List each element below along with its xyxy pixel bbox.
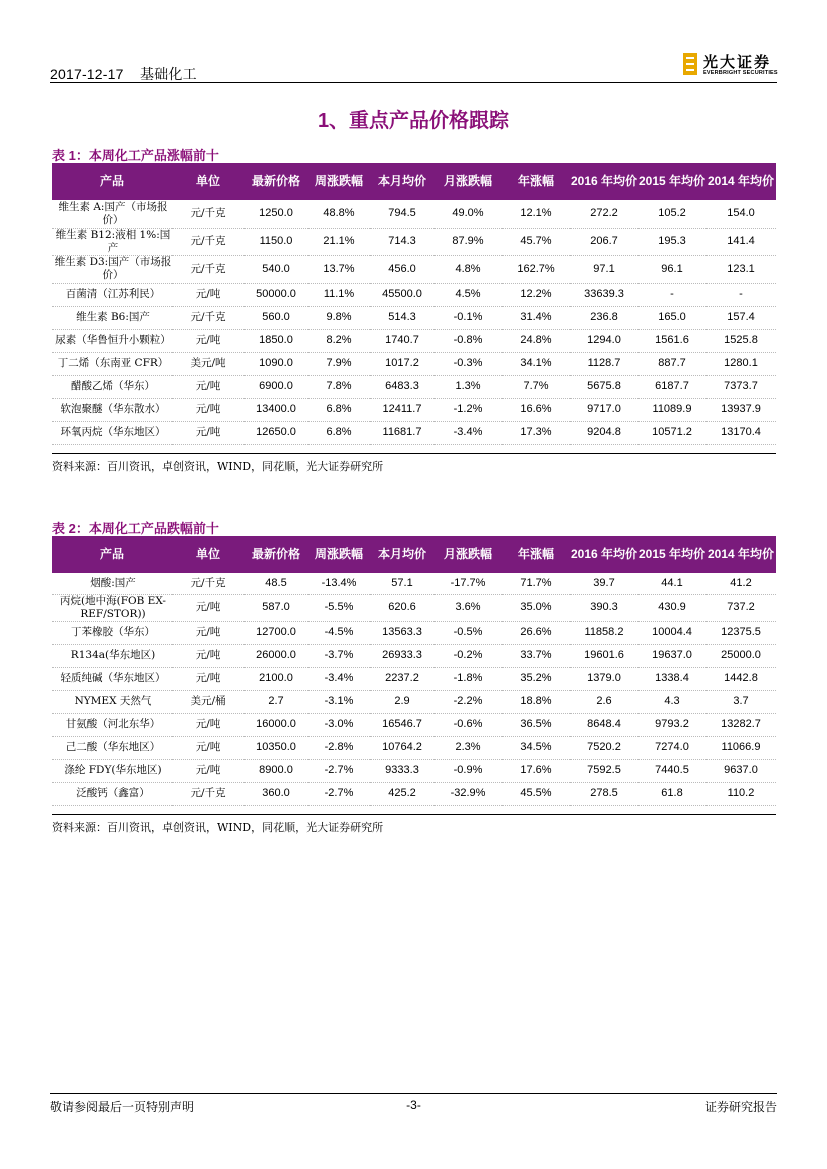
value-cell: 11066.9 — [706, 736, 776, 759]
table-row — [52, 644, 776, 667]
table-row — [52, 621, 776, 644]
table-header-row — [52, 163, 776, 200]
unit-cell: 元/吨 — [172, 759, 244, 782]
value-cell: 6.8% — [308, 398, 370, 421]
value-cell: 425.2 — [370, 782, 434, 805]
footer-disclaimer: 敬请参阅最后一页特别声明 — [50, 1100, 195, 1114]
logo-mark-icon — [683, 53, 697, 75]
logo-text-en: EVERBRIGHT SECURITIES — [703, 70, 778, 76]
value-cell: -32.9% — [434, 782, 502, 805]
value-cell: 34.5% — [502, 736, 570, 759]
value-cell: 4.8% — [434, 255, 502, 283]
value-cell: 4.3 — [638, 690, 706, 713]
table-row — [52, 421, 776, 444]
table-row — [52, 352, 776, 375]
value-cell: - — [706, 283, 776, 306]
value-cell: 12375.5 — [706, 621, 776, 644]
value-cell: 7592.5 — [570, 759, 638, 782]
value-cell: 13937.9 — [706, 398, 776, 421]
column-header: 2015 年均价 — [638, 536, 706, 573]
value-cell: 206.7 — [570, 228, 638, 255]
value-cell: -0.1% — [434, 306, 502, 329]
product-name-cell: 己二酸（华东地区） — [52, 736, 172, 759]
value-cell: 1.3% — [434, 375, 502, 398]
value-cell: 560.0 — [244, 306, 308, 329]
value-cell: 7.8% — [308, 375, 370, 398]
column-header: 单位 — [172, 163, 244, 200]
value-cell: 25000.0 — [706, 644, 776, 667]
value-cell: 41.2 — [706, 573, 776, 594]
value-cell: -0.9% — [434, 759, 502, 782]
value-cell: 96.1 — [638, 255, 706, 283]
value-cell: 10004.4 — [638, 621, 706, 644]
value-cell: 123.1 — [706, 255, 776, 283]
column-header: 产品 — [52, 536, 172, 573]
table-row — [52, 736, 776, 759]
value-cell: 87.9% — [434, 228, 502, 255]
value-cell: 8900.0 — [244, 759, 308, 782]
value-cell: 1379.0 — [570, 667, 638, 690]
value-cell: 34.1% — [502, 352, 570, 375]
value-cell: 16.6% — [502, 398, 570, 421]
value-cell: -1.8% — [434, 667, 502, 690]
value-cell: -17.7% — [434, 573, 502, 594]
unit-cell: 元/吨 — [172, 283, 244, 306]
value-cell: 110.2 — [706, 782, 776, 805]
value-cell: 587.0 — [244, 594, 308, 621]
value-cell: 48.8% — [308, 200, 370, 228]
value-cell: 17.6% — [502, 759, 570, 782]
unit-cell: 美元/吨 — [172, 352, 244, 375]
unit-cell: 元/吨 — [172, 594, 244, 621]
value-cell: 514.3 — [370, 306, 434, 329]
value-cell: 540.0 — [244, 255, 308, 283]
value-cell: 18.8% — [502, 690, 570, 713]
value-cell: -2.7% — [308, 759, 370, 782]
value-cell: 21.1% — [308, 228, 370, 255]
value-cell: 33639.3 — [570, 283, 638, 306]
unit-cell: 元/吨 — [172, 713, 244, 736]
table2-source-divider — [52, 814, 776, 815]
value-cell: 45.5% — [502, 782, 570, 805]
value-cell: -1.2% — [434, 398, 502, 421]
value-cell: 1525.8 — [706, 329, 776, 352]
value-cell: -2.2% — [434, 690, 502, 713]
product-name-cell: 维生素 B6:国产 — [52, 306, 172, 329]
value-cell: 61.8 — [638, 782, 706, 805]
value-cell: 11089.9 — [638, 398, 706, 421]
value-cell: 11.1% — [308, 283, 370, 306]
column-header: 2016 年均价 — [570, 536, 638, 573]
footer-divider — [50, 1093, 777, 1094]
value-cell: 33.7% — [502, 644, 570, 667]
product-name-cell: 百菌清（江苏利民） — [52, 283, 172, 306]
column-header: 产品 — [52, 163, 172, 200]
value-cell: 3.6% — [434, 594, 502, 621]
value-cell: - — [638, 283, 706, 306]
value-cell: 7274.0 — [638, 736, 706, 759]
value-cell: -13.4% — [308, 573, 370, 594]
table-row — [52, 573, 776, 594]
value-cell: -5.5% — [308, 594, 370, 621]
unit-cell: 元/吨 — [172, 736, 244, 759]
section-title: 1、重点产品价格跟踪 — [317, 110, 510, 132]
table2-caption: 表 2：本周化工产品跌幅前十 — [52, 521, 219, 536]
column-header: 2014 年均价 — [706, 163, 776, 200]
column-header: 年涨幅 — [502, 536, 570, 573]
value-cell: -0.2% — [434, 644, 502, 667]
header-divider — [50, 82, 777, 83]
table-row — [52, 329, 776, 352]
column-header: 年涨幅 — [502, 163, 570, 200]
value-cell: 10350.0 — [244, 736, 308, 759]
value-cell: 3.7 — [706, 690, 776, 713]
value-cell: 35.2% — [502, 667, 570, 690]
table-header-row — [52, 536, 776, 573]
value-cell: 1850.0 — [244, 329, 308, 352]
value-cell: 26933.3 — [370, 644, 434, 667]
value-cell: 1294.0 — [570, 329, 638, 352]
value-cell: 12.2% — [502, 283, 570, 306]
product-name-cell: 维生素 B12:液相 1%:国产 — [52, 228, 172, 255]
value-cell: -3.4% — [434, 421, 502, 444]
table1-source: 资料来源：百川资讯，卓创资讯，WIND，同花顺，光大证券研究所 — [52, 460, 384, 473]
value-cell: 2.6 — [570, 690, 638, 713]
product-name-cell: NYMEX 天然气 — [52, 690, 172, 713]
value-cell: 236.8 — [570, 306, 638, 329]
value-cell: 13282.7 — [706, 713, 776, 736]
value-cell: 620.6 — [370, 594, 434, 621]
product-name-cell: R134a(华东地区) — [52, 644, 172, 667]
value-cell: 26000.0 — [244, 644, 308, 667]
unit-cell: 元/吨 — [172, 621, 244, 644]
value-cell: 45.7% — [502, 228, 570, 255]
value-cell: 737.2 — [706, 594, 776, 621]
product-name-cell: 丙烷(地中海(FOB EX-REF/STOR)) — [52, 594, 172, 621]
unit-cell: 元/吨 — [172, 421, 244, 444]
table1-caption: 表 1：本周化工产品涨幅前十 — [52, 148, 219, 163]
value-cell: 1280.1 — [706, 352, 776, 375]
column-header: 本月均价 — [370, 163, 434, 200]
value-cell: 17.3% — [502, 421, 570, 444]
value-cell: 13170.4 — [706, 421, 776, 444]
value-cell: 35.0% — [502, 594, 570, 621]
value-cell: 36.5% — [502, 713, 570, 736]
unit-cell: 元/千克 — [172, 782, 244, 805]
table-row — [52, 667, 776, 690]
value-cell: 8.2% — [308, 329, 370, 352]
column-header: 周涨跌幅 — [308, 163, 370, 200]
product-name-cell: 醋酸乙烯（华东） — [52, 375, 172, 398]
value-cell: 6900.0 — [244, 375, 308, 398]
value-cell: 162.7% — [502, 255, 570, 283]
value-cell: 57.1 — [370, 573, 434, 594]
value-cell: 2100.0 — [244, 667, 308, 690]
value-cell: 1128.7 — [570, 352, 638, 375]
product-name-cell: 涤纶 FDY(华东地区) — [52, 759, 172, 782]
value-cell: 48.5 — [244, 573, 308, 594]
value-cell: -3.7% — [308, 644, 370, 667]
value-cell: -2.8% — [308, 736, 370, 759]
column-header: 最新价格 — [244, 536, 308, 573]
value-cell: 13.7% — [308, 255, 370, 283]
unit-cell: 元/千克 — [172, 573, 244, 594]
product-name-cell: 丁苯橡胶（华东） — [52, 621, 172, 644]
value-cell: 195.3 — [638, 228, 706, 255]
value-cell: 1740.7 — [370, 329, 434, 352]
value-cell: -3.4% — [308, 667, 370, 690]
table-row — [52, 690, 776, 713]
table-top-losers — [52, 536, 776, 806]
unit-cell: 元/千克 — [172, 200, 244, 228]
table-row — [52, 306, 776, 329]
value-cell: 49.0% — [434, 200, 502, 228]
table2-source: 资料来源：百川资讯，卓创资讯，WIND，同花顺，光大证券研究所 — [52, 821, 384, 834]
value-cell: 278.5 — [570, 782, 638, 805]
unit-cell: 美元/桶 — [172, 690, 244, 713]
value-cell: 39.7 — [570, 573, 638, 594]
value-cell: 141.4 — [706, 228, 776, 255]
value-cell: 1442.8 — [706, 667, 776, 690]
table-row — [52, 255, 776, 283]
value-cell: -0.6% — [434, 713, 502, 736]
value-cell: 360.0 — [244, 782, 308, 805]
unit-cell: 元/千克 — [172, 306, 244, 329]
value-cell: 1250.0 — [244, 200, 308, 228]
value-cell: 105.2 — [638, 200, 706, 228]
column-header: 2015 年均价 — [638, 163, 706, 200]
unit-cell: 元/吨 — [172, 329, 244, 352]
product-name-cell: 尿素（华鲁恒升小颗粒） — [52, 329, 172, 352]
product-name-cell: 维生素 A:国产（市场报价） — [52, 200, 172, 228]
value-cell: 16546.7 — [370, 713, 434, 736]
report-category: 基础化工 — [139, 66, 197, 82]
column-header: 最新价格 — [244, 163, 308, 200]
product-name-cell: 环氧丙烷（华东地区） — [52, 421, 172, 444]
value-cell: 9.8% — [308, 306, 370, 329]
value-cell: 272.2 — [570, 200, 638, 228]
footer-report-type: 证券研究报告 — [704, 1100, 777, 1114]
value-cell: -0.8% — [434, 329, 502, 352]
column-header: 2014 年均价 — [706, 536, 776, 573]
unit-cell: 元/千克 — [172, 255, 244, 283]
value-cell: -4.5% — [308, 621, 370, 644]
value-cell: 7520.2 — [570, 736, 638, 759]
value-cell: 794.5 — [370, 200, 434, 228]
value-cell: 10764.2 — [370, 736, 434, 759]
table-row — [52, 713, 776, 736]
value-cell: 12.1% — [502, 200, 570, 228]
table-row — [52, 398, 776, 421]
table-row — [52, 782, 776, 805]
table-row — [52, 759, 776, 782]
value-cell: 71.7% — [502, 573, 570, 594]
value-cell: 97.1 — [570, 255, 638, 283]
value-cell: 26.6% — [502, 621, 570, 644]
product-name-cell: 丁二烯（东南亚 CFR） — [52, 352, 172, 375]
table-row — [52, 228, 776, 255]
value-cell: 1561.6 — [638, 329, 706, 352]
column-header: 月涨跌幅 — [434, 536, 502, 573]
value-cell: 6.8% — [308, 421, 370, 444]
table-row — [52, 375, 776, 398]
page-number: -3- — [406, 1098, 421, 1112]
product-name-cell: 烟酸:国产 — [52, 573, 172, 594]
value-cell: 31.4% — [502, 306, 570, 329]
value-cell: 19601.6 — [570, 644, 638, 667]
product-name-cell: 泛酸钙（鑫富） — [52, 782, 172, 805]
report-date: 2017-12-17 — [50, 66, 124, 82]
value-cell: 165.0 — [638, 306, 706, 329]
value-cell: 19637.0 — [638, 644, 706, 667]
value-cell: 6187.7 — [638, 375, 706, 398]
column-header: 单位 — [172, 536, 244, 573]
value-cell: 9637.0 — [706, 759, 776, 782]
value-cell: 11858.2 — [570, 621, 638, 644]
unit-cell: 元/吨 — [172, 667, 244, 690]
value-cell: 1090.0 — [244, 352, 308, 375]
table-row — [52, 594, 776, 621]
value-cell: 11681.7 — [370, 421, 434, 444]
value-cell: 2237.2 — [370, 667, 434, 690]
value-cell: 10571.2 — [638, 421, 706, 444]
value-cell: 1150.0 — [244, 228, 308, 255]
value-cell: 1017.2 — [370, 352, 434, 375]
table-row — [52, 283, 776, 306]
value-cell: 12650.0 — [244, 421, 308, 444]
value-cell: 7373.7 — [706, 375, 776, 398]
value-cell: -0.5% — [434, 621, 502, 644]
unit-cell: 元/千克 — [172, 228, 244, 255]
unit-cell: 元/吨 — [172, 398, 244, 421]
table-row — [52, 200, 776, 228]
value-cell: 1338.4 — [638, 667, 706, 690]
product-name-cell: 轻质纯碱（华东地区） — [52, 667, 172, 690]
product-name-cell: 甘氨酸（河北东华） — [52, 713, 172, 736]
value-cell: 16000.0 — [244, 713, 308, 736]
value-cell: -2.7% — [308, 782, 370, 805]
column-header: 本月均价 — [370, 536, 434, 573]
value-cell: 9333.3 — [370, 759, 434, 782]
value-cell: 44.1 — [638, 573, 706, 594]
value-cell: 7.9% — [308, 352, 370, 375]
value-cell: 6483.3 — [370, 375, 434, 398]
value-cell: 2.7 — [244, 690, 308, 713]
value-cell: 2.3% — [434, 736, 502, 759]
column-header: 2016 年均价 — [570, 163, 638, 200]
value-cell: 9717.0 — [570, 398, 638, 421]
value-cell: -0.3% — [434, 352, 502, 375]
everbright-logo — [683, 53, 779, 79]
value-cell: 50000.0 — [244, 283, 308, 306]
value-cell: -3.1% — [308, 690, 370, 713]
value-cell: 714.3 — [370, 228, 434, 255]
value-cell: 157.4 — [706, 306, 776, 329]
value-cell: 12700.0 — [244, 621, 308, 644]
value-cell: 8648.4 — [570, 713, 638, 736]
unit-cell: 元/吨 — [172, 644, 244, 667]
value-cell: 7440.5 — [638, 759, 706, 782]
value-cell: 887.7 — [638, 352, 706, 375]
value-cell: 7.7% — [502, 375, 570, 398]
value-cell: 13400.0 — [244, 398, 308, 421]
table1-source-divider — [52, 453, 776, 454]
column-header: 周涨跌幅 — [308, 536, 370, 573]
product-name-cell: 软泡聚醚（华东散水） — [52, 398, 172, 421]
value-cell: 456.0 — [370, 255, 434, 283]
table-top-gainers — [52, 163, 776, 445]
column-header: 月涨跌幅 — [434, 163, 502, 200]
value-cell: 430.9 — [638, 594, 706, 621]
value-cell: 24.8% — [502, 329, 570, 352]
unit-cell: 元/吨 — [172, 375, 244, 398]
value-cell: 45500.0 — [370, 283, 434, 306]
value-cell: 154.0 — [706, 200, 776, 228]
value-cell: 13563.3 — [370, 621, 434, 644]
header-date-category — [50, 64, 197, 84]
value-cell: 5675.8 — [570, 375, 638, 398]
product-name-cell: 维生素 D3:国产（市场报价） — [52, 255, 172, 283]
value-cell: 12411.7 — [370, 398, 434, 421]
logo-text-cn: 光大证券 — [703, 53, 772, 71]
value-cell: 9793.2 — [638, 713, 706, 736]
value-cell: -3.0% — [308, 713, 370, 736]
value-cell: 2.9 — [370, 690, 434, 713]
value-cell: 390.3 — [570, 594, 638, 621]
value-cell: 9204.8 — [570, 421, 638, 444]
value-cell: 4.5% — [434, 283, 502, 306]
